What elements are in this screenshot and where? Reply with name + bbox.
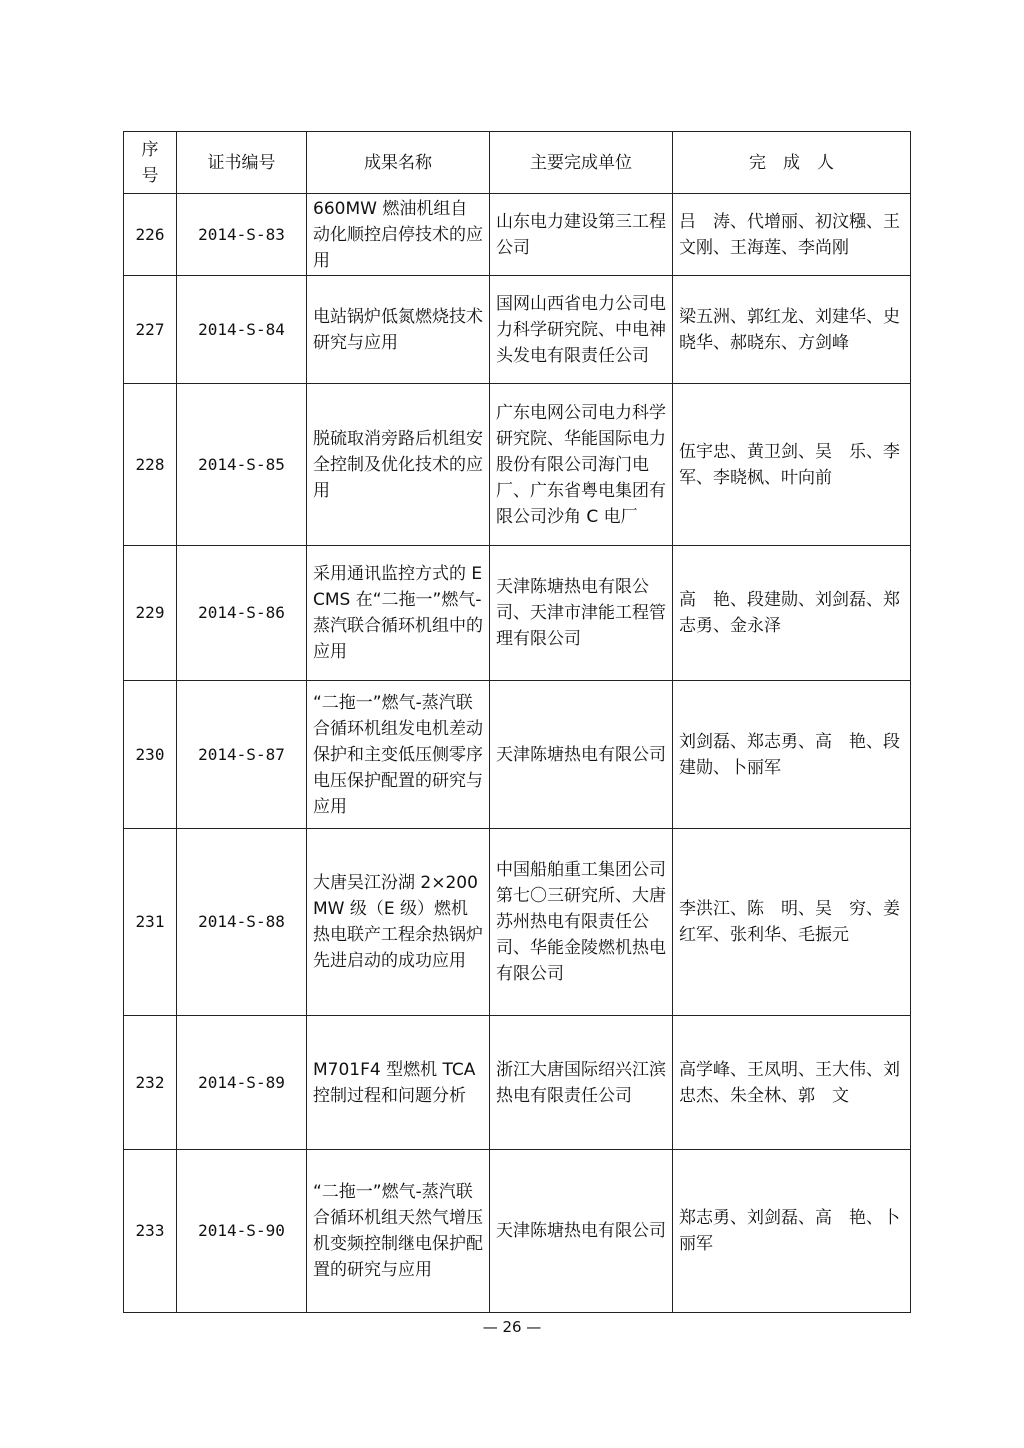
awards-table	[123, 131, 917, 1313]
cell-serial-number: 228	[124, 384, 177, 546]
header-serial-number-text: 序号	[141, 139, 159, 186]
cell-serial-number: 227	[124, 276, 177, 384]
table-row	[124, 1016, 911, 1150]
cell-completers: 吕 涛、代增丽、初汶糨、王文刚、王海莲、李尚刚	[673, 194, 911, 276]
table-row	[124, 546, 911, 681]
table-row	[124, 384, 911, 546]
header-completers: 完 成 人	[673, 132, 911, 194]
table-row	[124, 829, 911, 1016]
cell-achievement-title: “二拖一”燃气-蒸汽联合循环机组发电机差动保护和主变低压侧零序电压保护配置的研究与应用	[307, 681, 490, 829]
table-body	[124, 194, 917, 1313]
cell-serial-number: 231	[124, 829, 177, 1016]
cell-certificate-number: 2014-S-86	[177, 546, 307, 681]
cell-completers: 李洪江、陈 明、吴 穷、姜红军、张利华、毛振元	[673, 829, 911, 1016]
cell-achievement-title: M701F4 型燃机 TCA 控制过程和问题分析	[307, 1016, 490, 1150]
cell-certificate-number: 2014-S-83	[177, 194, 307, 276]
cell-achievement-title: 660MW 燃油机组自动化顺控启停技术的应用	[307, 194, 490, 276]
cell-completing-unit: 广东电网公司电力科学研究院、华能国际电力股份有限公司海门电厂、广东省粤电集团有限公司沙角 C 电厂	[490, 384, 673, 546]
cell-completers: 梁五洲、郭红龙、刘建华、史晓华、郝晓东、方剑峰	[673, 276, 911, 384]
table-row	[124, 681, 911, 829]
cell-certificate-number: 2014-S-90	[177, 1150, 307, 1313]
header-certificate-number: 证书编号	[177, 132, 307, 194]
cell-serial-number: 229	[124, 546, 177, 681]
cell-completing-unit: 浙江大唐国际绍兴江滨热电有限责任公司	[490, 1016, 673, 1150]
table-header-row	[124, 132, 911, 194]
header-achievement-title: 成果名称	[307, 132, 490, 194]
cell-achievement-title: “二拖一”燃气-蒸汽联合循环机组天然气增压机变频控制继电保护配置的研究与应用	[307, 1150, 490, 1313]
header-serial-number	[124, 132, 177, 194]
cell-completers: 郑志勇、刘剑磊、高 艳、卜丽军	[673, 1150, 911, 1313]
cell-completing-unit: 中国船舶重工集团公司第七〇三研究所、大唐苏州热电有限责任公司、华能金陵燃机热电有限公司	[490, 829, 673, 1016]
cell-serial-number: 230	[124, 681, 177, 829]
cell-certificate-number: 2014-S-87	[177, 681, 307, 829]
table-row	[124, 1150, 911, 1313]
header-completing-unit: 主要完成单位	[490, 132, 673, 194]
cell-completing-unit: 天津陈塘热电有限公司	[490, 1150, 673, 1313]
cell-certificate-number: 2014-S-84	[177, 276, 307, 384]
cell-serial-number: 226	[124, 194, 177, 276]
table-row	[124, 194, 911, 276]
cell-certificate-number: 2014-S-85	[177, 384, 307, 546]
cell-completing-unit: 天津陈塘热电有限公司、天津市津能工程管理有限公司	[490, 546, 673, 681]
cell-completers: 刘剑磊、郑志勇、高 艳、段建勋、卜丽军	[673, 681, 911, 829]
cell-completers: 伍宇忠、黄卫剑、吴 乐、李 军、李晓枫、叶向前	[673, 384, 911, 546]
cell-certificate-number: 2014-S-89	[177, 1016, 307, 1150]
cell-serial-number: 233	[124, 1150, 177, 1313]
cell-completing-unit: 山东电力建设第三工程公司	[490, 194, 673, 276]
cell-achievement-title: 大唐吴江汾湖 2×200MW 级（E 级）燃机热电联产工程余热锅炉先进启动的成功应用	[307, 829, 490, 1016]
cell-serial-number: 232	[124, 1016, 177, 1150]
cell-achievement-title: 脱硫取消旁路后机组安全控制及优化技术的应用	[307, 384, 490, 546]
cell-completing-unit: 国网山西省电力公司电力科学研究院、中电神头发电有限责任公司	[490, 276, 673, 384]
page-number: — 26 —	[482, 1318, 542, 1336]
table-row	[124, 276, 911, 384]
cell-completing-unit: 天津陈塘热电有限公司	[490, 681, 673, 829]
cell-completers: 高学峰、王凤明、王大伟、刘忠杰、朱全林、郭 文	[673, 1016, 911, 1150]
cell-completers: 高 艳、段建勋、刘剑磊、郑志勇、金永泽	[673, 546, 911, 681]
cell-certificate-number: 2014-S-88	[177, 829, 307, 1016]
cell-achievement-title: 电站锅炉低氮燃烧技术研究与应用	[307, 276, 490, 384]
cell-achievement-title: 采用通讯监控方式的 ECMS 在“二拖一”燃气-蒸汽联合循环机组中的应用	[307, 546, 490, 681]
